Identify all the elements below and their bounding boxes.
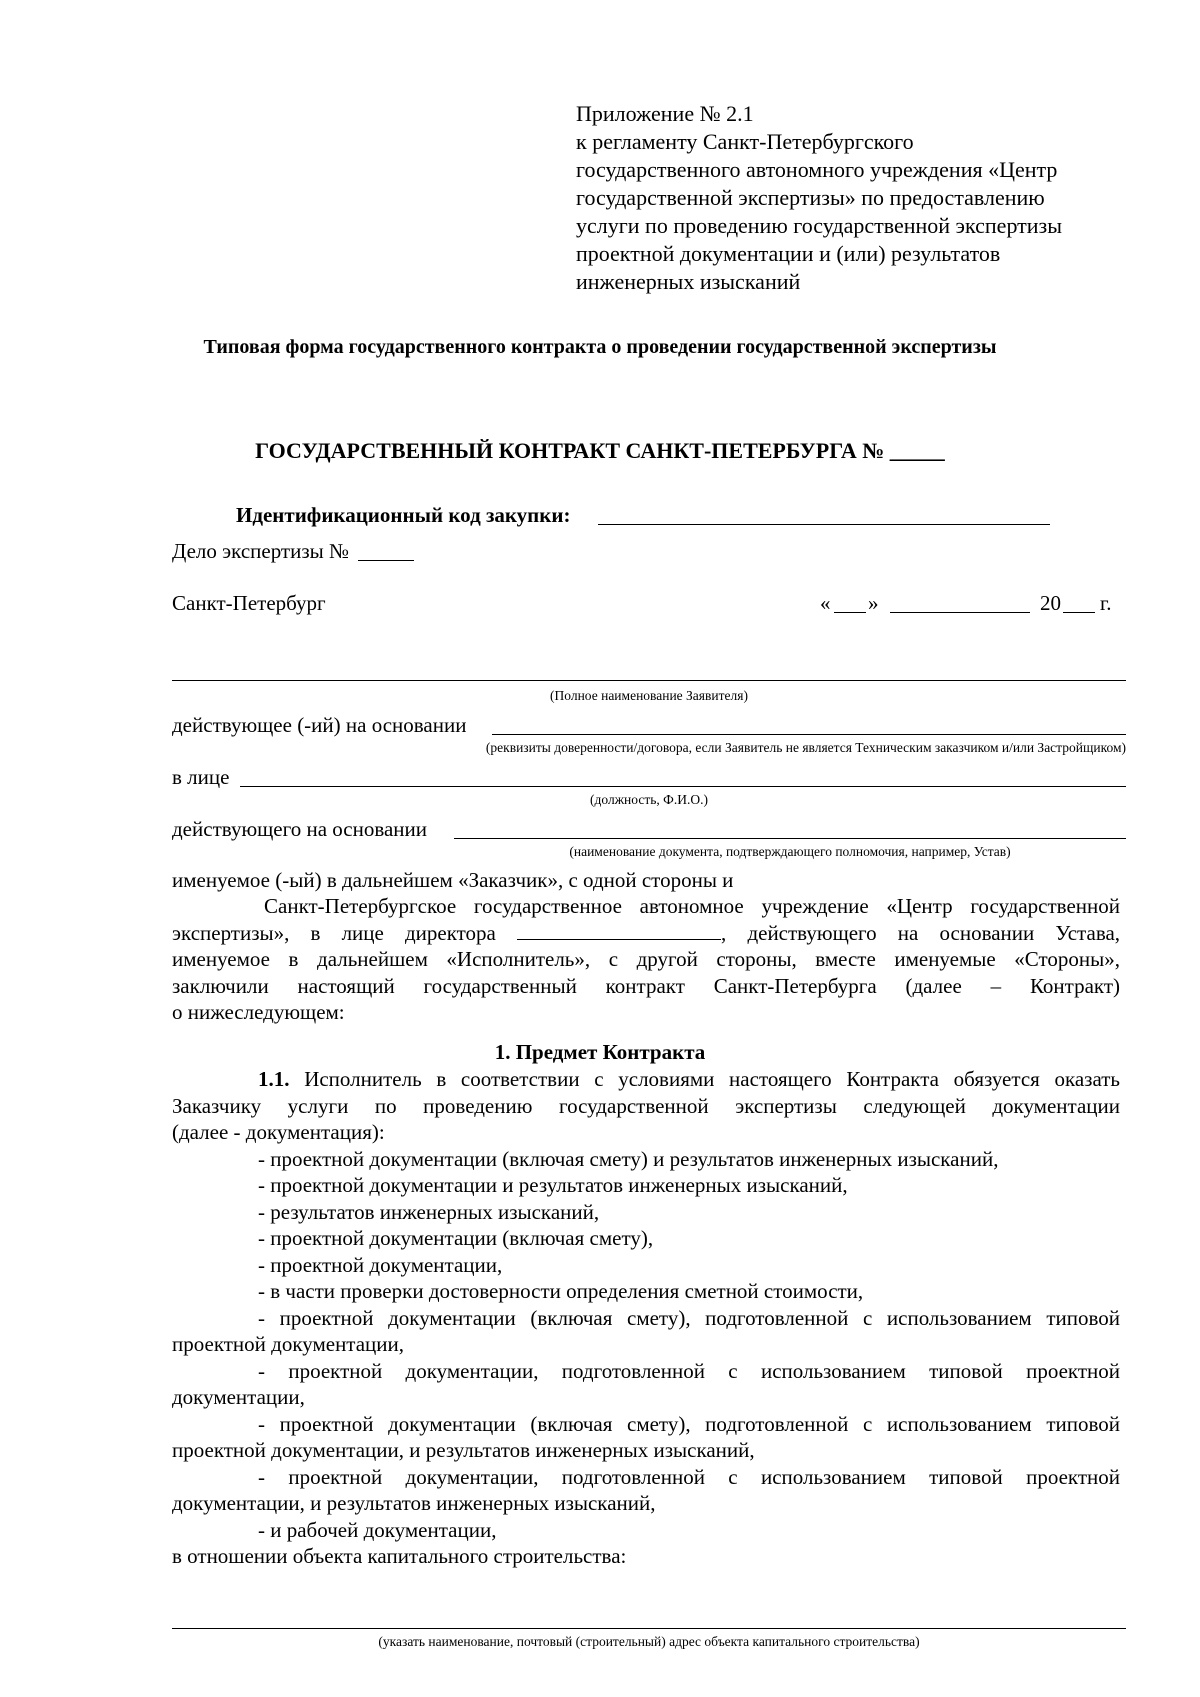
object-line: в отношении объекта капитального строительства: bbox=[172, 1544, 627, 1568]
list-item: - проектной документации (включая смету), bbox=[258, 1226, 654, 1250]
acting-basis-label: действующее (-ий) на основании bbox=[172, 713, 467, 737]
customer-line: именуемое (-ый) в дальнейшем «Заказчик», с одной стороны и bbox=[172, 868, 734, 892]
section-title: 1. Предмет Контракта bbox=[494, 1040, 706, 1064]
date-year-prefix: 20 bbox=[1040, 591, 1061, 615]
list-item-continuation: документации, и результатов инженерных изысканий, bbox=[172, 1491, 656, 1515]
list-item: - проектной документации (включая смету), подготовленной с использованием типовой bbox=[258, 1411, 1120, 1436]
appendix-line: государственной экспертизы» по предоставлению bbox=[576, 185, 1045, 210]
list-item: - проектной документации, bbox=[258, 1252, 503, 1277]
applicant-caption: (Полное наименование Заявителя) bbox=[550, 688, 748, 703]
executor-line bbox=[172, 920, 1120, 947]
case-label: Дело экспертизы № bbox=[172, 539, 350, 563]
executor-line: заключили настоящий государственный контракт Санкт-Петербурга (далее – Контракт) bbox=[172, 973, 1120, 998]
clause-line: (далее - документация): bbox=[172, 1120, 385, 1144]
list-item: - проектной документации (включая смету), подготовленной с использованием типовой bbox=[258, 1305, 1120, 1330]
acting-on-label: действующего на основании bbox=[172, 817, 428, 841]
appendix-line: государственного автономного учреждения «Центр bbox=[576, 157, 1058, 182]
list-item: - результатов инженерных изысканий, bbox=[258, 1199, 600, 1224]
executor-line: именуемое в дальнейшем «Исполнитель», с другой стороны, вместе именуемые «Стороны», bbox=[172, 947, 1120, 971]
person-caption: (должность, Ф.И.О.) bbox=[590, 792, 708, 807]
appendix-line: к регламенту Санкт-Петербургского bbox=[576, 129, 914, 154]
acting-on-caption: (наименование документа, подтверждающего полномочия, например, Устав) bbox=[569, 844, 1011, 859]
acting-basis-caption: (реквизиты доверенности/договора, если Заявитель не является Техническим заказчиком и/или Застройщиком) bbox=[485, 740, 1126, 755]
executor-paragraph bbox=[172, 893, 1120, 1026]
clause-line bbox=[172, 1066, 1120, 1093]
date-year-field[interactable] bbox=[1063, 612, 1095, 613]
list-item: - в части проверки достоверности определения сметной стоимости, bbox=[258, 1279, 864, 1303]
procurement-code-field[interactable] bbox=[598, 524, 1050, 525]
list-item: - и рабочей документации, bbox=[258, 1517, 497, 1542]
list-item: - проектной документации и результатов инженерных изысканий, bbox=[258, 1173, 848, 1197]
director-name-field[interactable] bbox=[517, 921, 721, 940]
applicant-name-field[interactable] bbox=[172, 680, 1126, 681]
appendix-line: услуги по проведению государственной экспертизы bbox=[576, 213, 1063, 238]
date-open-quote: « bbox=[820, 591, 831, 615]
date-month-field[interactable] bbox=[890, 612, 1030, 613]
list-item: - проектной документации, подготовленной с использованием типовой проектной bbox=[258, 1358, 1120, 1383]
list-item: - проектной документации (включая смету) и результатов инженерных изысканий, bbox=[258, 1146, 999, 1171]
form-title: Типовая форма государственного контракта о проведении государственной экспертизы bbox=[203, 336, 997, 358]
list-item-continuation: документации, bbox=[172, 1385, 305, 1409]
executor-line-part: экспертизы», в лице директора bbox=[172, 920, 496, 945]
contract-title: ГОСУДАРСТВЕННЫЙ КОНТРАКТ САНКТ-ПЕТЕРБУРГА № _____ bbox=[255, 438, 945, 463]
procurement-code-label: Идентификационный код закупки: bbox=[236, 503, 571, 527]
person-field[interactable] bbox=[240, 786, 1126, 787]
list-item-continuation: проектной документации, bbox=[172, 1332, 405, 1356]
clause-line: Заказчику услуги по проведению государственной экспертизы следующей документации bbox=[172, 1093, 1120, 1118]
appendix-line: Приложение № 2.1 bbox=[576, 101, 754, 126]
section1-body bbox=[172, 1066, 1120, 1570]
executor-line-part: , действующего на основании Устава, bbox=[721, 920, 1121, 945]
clause-text: Исполнитель в соответствии с условиями настоящего Контракта обязуется оказать bbox=[304, 1067, 1121, 1091]
executor-line: Санкт-Петербургское государственное автономное учреждение «Центр государственной bbox=[264, 894, 1120, 918]
date-day-field[interactable] bbox=[834, 612, 866, 613]
person-label: в лице bbox=[172, 765, 230, 789]
acting-basis-field[interactable] bbox=[492, 734, 1126, 735]
list-item: - проектной документации, подготовленной с использованием типовой проектной bbox=[258, 1464, 1120, 1489]
appendix-line: проектной документации и (или) результатов bbox=[576, 241, 1001, 266]
list-item-continuation: проектной документации, и результатов инженерных изысканий, bbox=[172, 1438, 755, 1462]
object-name-field[interactable] bbox=[172, 1628, 1126, 1629]
executor-line: о нижеследующем: bbox=[172, 1000, 345, 1024]
appendix-block bbox=[576, 100, 1136, 296]
date-year-suffix: г. bbox=[1100, 591, 1112, 615]
object-caption: (указать наименование, почтовый (строительный) адрес объекта капитального строительства) bbox=[378, 1634, 920, 1649]
acting-on-field[interactable] bbox=[454, 838, 1126, 839]
date-close-quote: » bbox=[868, 591, 879, 615]
city-label: Санкт-Петербург bbox=[172, 591, 326, 615]
clause-number: 1.1. bbox=[258, 1067, 290, 1091]
appendix-line: инженерных изысканий bbox=[576, 269, 801, 294]
case-number-field[interactable] bbox=[358, 560, 414, 561]
